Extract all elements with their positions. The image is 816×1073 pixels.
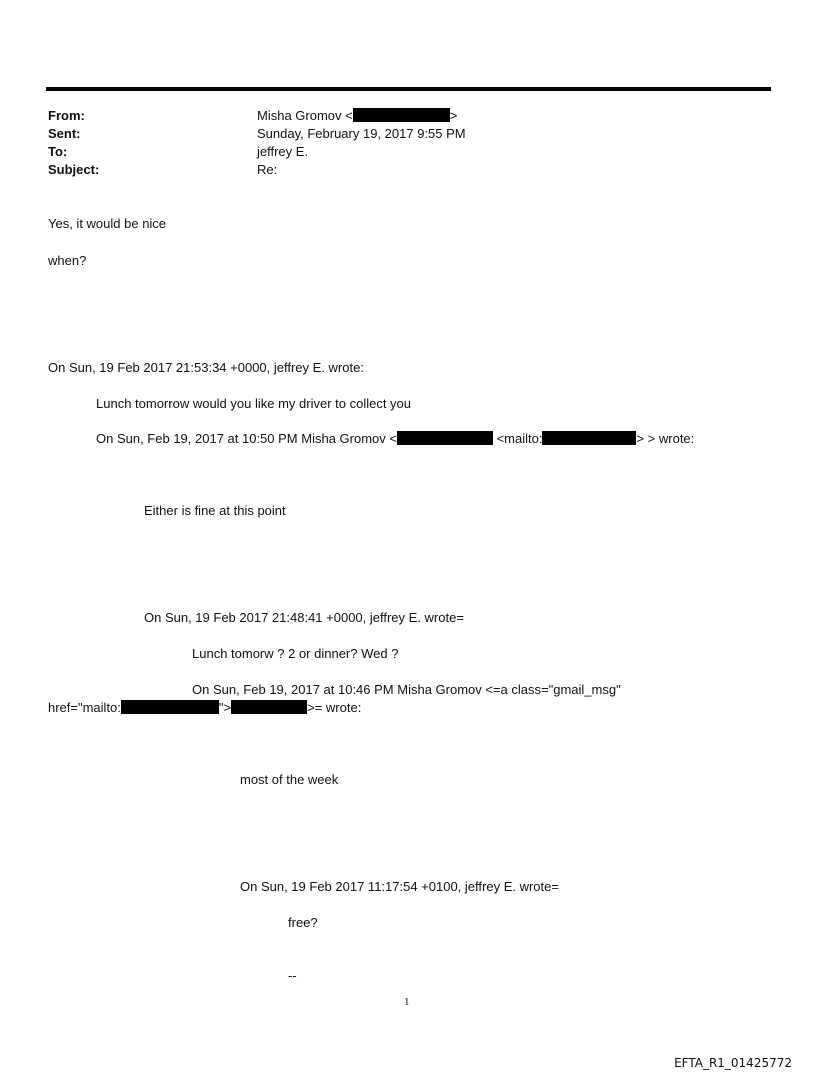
quote-intro-part: href="mailto: xyxy=(48,700,121,715)
document-id: EFTA_R1_01425772 xyxy=(674,1056,792,1070)
quote-intro xyxy=(96,431,694,447)
redaction-bar xyxy=(231,700,307,714)
redaction-bar xyxy=(542,431,636,445)
subject-label: Subject: xyxy=(48,162,100,177)
quote-intro-part: On Sun, Feb 19, 2017 at 10:50 PM Misha Gromov < xyxy=(96,431,397,446)
to-label: To: xyxy=(48,144,68,159)
quote-text: Lunch tomorw ? 2 or dinner? Wed ? xyxy=(192,646,399,661)
redaction-bar xyxy=(121,700,219,714)
header-rule xyxy=(46,87,771,91)
sent-label: Sent: xyxy=(48,126,81,141)
quote-text: most of the week xyxy=(240,772,339,787)
redaction-bar xyxy=(397,431,493,445)
quote-intro: On Sun, 19 Feb 2017 11:17:54 +0100, jeffrey E. wrote= xyxy=(240,879,559,894)
quote-intro-part: > > wrote: xyxy=(636,431,695,446)
quote-text: Lunch tomorrow would you like my driver to collect you xyxy=(96,396,412,411)
quote-intro-part: >= wrote: xyxy=(307,700,362,715)
quote-intro: On Sun, Feb 19, 2017 at 10:46 PM Misha Gromov <=a class="gmail_msg" xyxy=(192,682,621,697)
quote-text: free? xyxy=(288,915,318,930)
subject-value: Re: xyxy=(257,162,278,177)
quote-intro xyxy=(48,700,361,716)
from-name: Misha Gromov < xyxy=(257,108,353,123)
page-number: 1 xyxy=(404,996,410,1008)
from-label: From: xyxy=(48,108,85,123)
body-line: Yes, it would be nice xyxy=(48,216,167,231)
signature-separator: -- xyxy=(288,968,297,983)
from-value xyxy=(257,108,457,124)
to-value: jeffrey E. xyxy=(257,144,309,159)
redaction-bar xyxy=(353,108,450,122)
sent-value: Sunday, February 19, 2017 9:55 PM xyxy=(257,126,466,141)
from-close: > xyxy=(449,108,458,123)
body-line: when? xyxy=(48,253,87,268)
quote-intro-part: <mailto: xyxy=(492,431,543,446)
quote-intro-part: "> xyxy=(218,700,232,715)
quote-text: Either is fine at this point xyxy=(144,503,286,518)
quote-intro: On Sun, 19 Feb 2017 21:53:34 +0000, jeffrey E. wrote: xyxy=(48,360,364,375)
quote-intro: On Sun, 19 Feb 2017 21:48:41 +0000, jeffrey E. wrote= xyxy=(144,610,464,625)
